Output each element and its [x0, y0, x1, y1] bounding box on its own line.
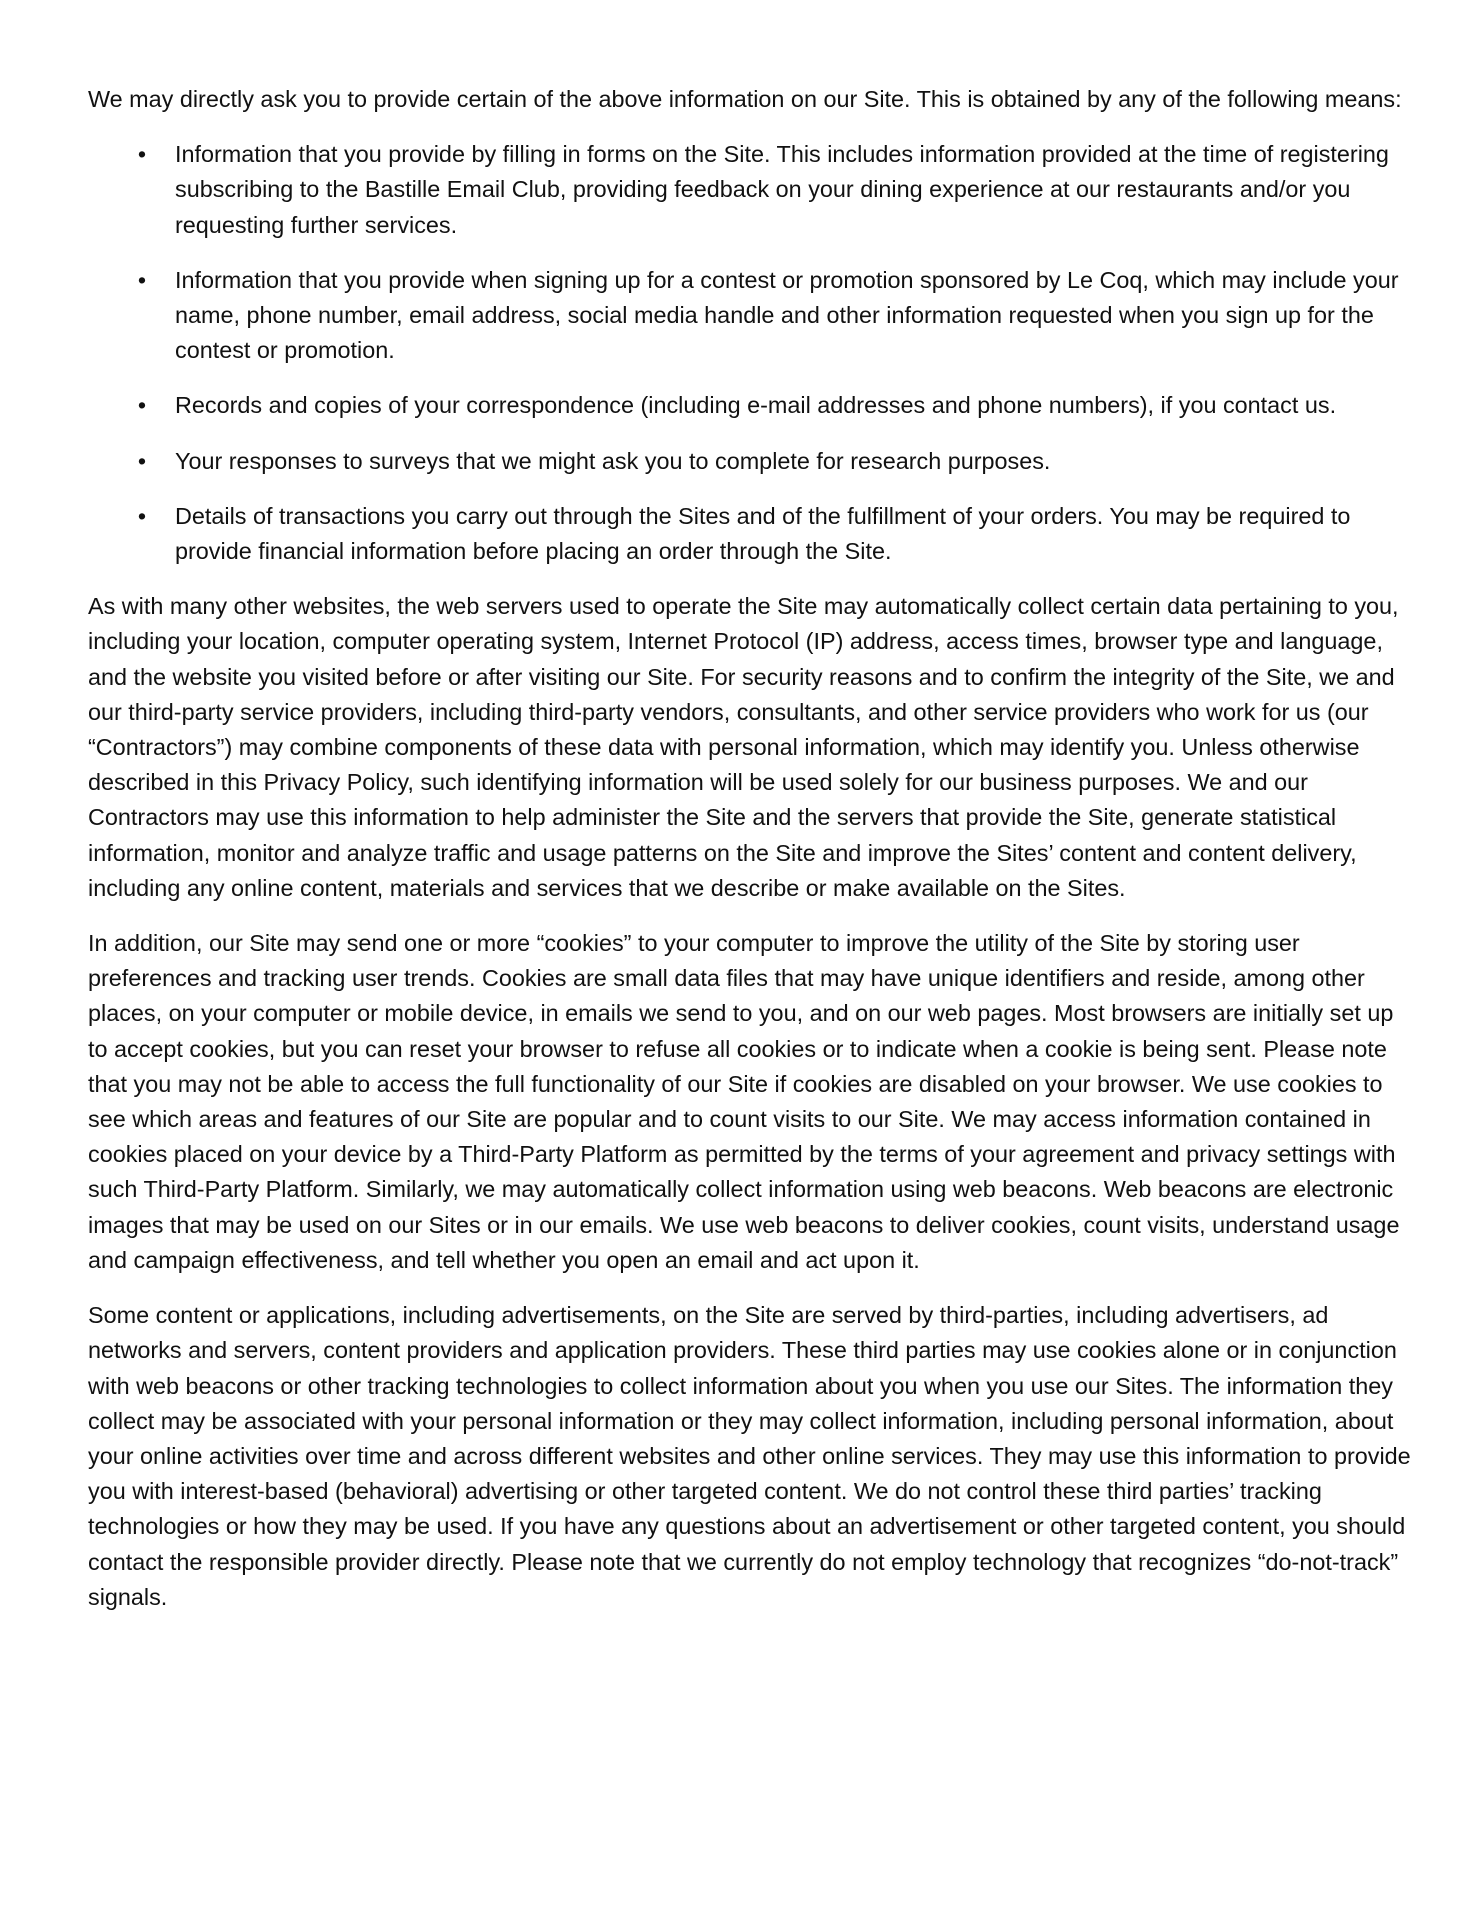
document-page: [88, 82, 1412, 1635]
list-item-text: Your responses to surveys that we might ask you to complete for research purposes.: [175, 447, 1051, 474]
list-item: [88, 444, 1412, 479]
cookies-paragraph: In addition, our Site may send one or more “cookies” to your computer to improve the utility of the Site by storing user preferences and tracking user trends. Cookies are small data files that may have unique identifiers and reside, among other places, on your computer or mobile device, in emails we send to you, and on our web pages. Most browsers are initially set up to accept cookies, but you can reset your browser to refuse all cookies or to indicate when a cookie is being sent. Please note that you may not be able to access the full functionality of our Site if cookies are disabled on your browser. We use cookies to see which areas and features of our Site are popular and to count visits to our Site. We may access information contained in cookies placed on your device by a Third-Party Platform as permitted by the terms of your agreement and privacy settings with such Third-Party Platform. Similarly, we may automatically collect information using web beacons. Web beacons are electronic images that may be used on our Sites or in our emails. We use web beacons to deliver cookies, count visits, understand usage and campaign effectiveness, and tell whether you open an email and act upon it.: [88, 930, 1400, 1273]
list-item: [88, 137, 1412, 243]
bullet-icon: •: [137, 141, 147, 168]
list-item: [88, 499, 1412, 569]
list-item-text: Details of transactions you carry out through the Sites and of the fulfillment of your orders. You may be required to provide financial information before placing an order through the Site.: [175, 502, 1351, 565]
third-party-paragraph: Some content or applications, including advertisements, on the Site are served by third-parties, including advertisers, ad networks and servers, content providers and application providers. These third parties may use cookies alone or in conjunction with web beacons or other tracking technologies to collect information about you when you use our Sites. The information they collect may be associated with your personal information or they may collect information, including personal information, about your online activities over time and across different websites and other online services. They may use this information to provide you with interest-based (behavioral) advertising or other targeted content. We do not control these third parties’ tracking technologies or how they may be used. If you have any questions about an advertisement or other targeted content, you should contact the responsible provider directly. Please note that we currently do not employ technology that recognizes “do-not-track” signals.: [88, 1302, 1411, 1610]
bullet-icon: •: [137, 447, 147, 474]
list-item-text: Information that you provide by filling in forms on the Site. This includes information provided at the time of registering subscribing to the Bastille Email Club, providing feedback on your dining experience at our restaurants and/or you requesting further services.: [175, 141, 1389, 238]
information-sources-list: [88, 137, 1412, 569]
list-item-text: Records and copies of your correspondence (including e-mail addresses and phone numbers), if you contact us.: [175, 392, 1337, 419]
automatic-collection-paragraph: As with many other websites, the web servers used to operate the Site may automatically collect certain data pertaining to you, including your location, computer operating system, Internet Protocol (IP) address, access times, browser type and language, and the website you visited before or after visiting our Site. For security reasons and to confirm the integrity of the Site, we and our third-party service providers, including third-party vendors, consultants, and other service providers who work for us (our “Contractors”) may combine components of these data with personal information, which may identify you. Unless otherwise described in this Privacy Policy, such identifying information will be used solely for our business purposes. We and our Contractors may use this information to help administer the Site and the servers that provide the Site, generate statistical information, monitor and analyze traffic and usage patterns on the Site and improve the Sites’ content and content delivery, including any online content, materials and services that we describe or make available on the Sites.: [88, 593, 1399, 901]
bullet-icon: •: [137, 266, 147, 293]
bullet-icon: •: [137, 392, 147, 419]
list-item: [88, 263, 1412, 369]
intro-paragraph: We may directly ask you to provide certain of the above information on our Site. This is obtained by any of the following means:: [88, 86, 1402, 112]
list-item: [88, 388, 1412, 423]
list-item-text: Information that you provide when signing up for a contest or promotion sponsored by Le Coq, which may include your name, phone number, email address, social media handle and other information requested when you sign up for the contest or promotion.: [175, 266, 1399, 364]
bullet-icon: •: [137, 502, 147, 529]
